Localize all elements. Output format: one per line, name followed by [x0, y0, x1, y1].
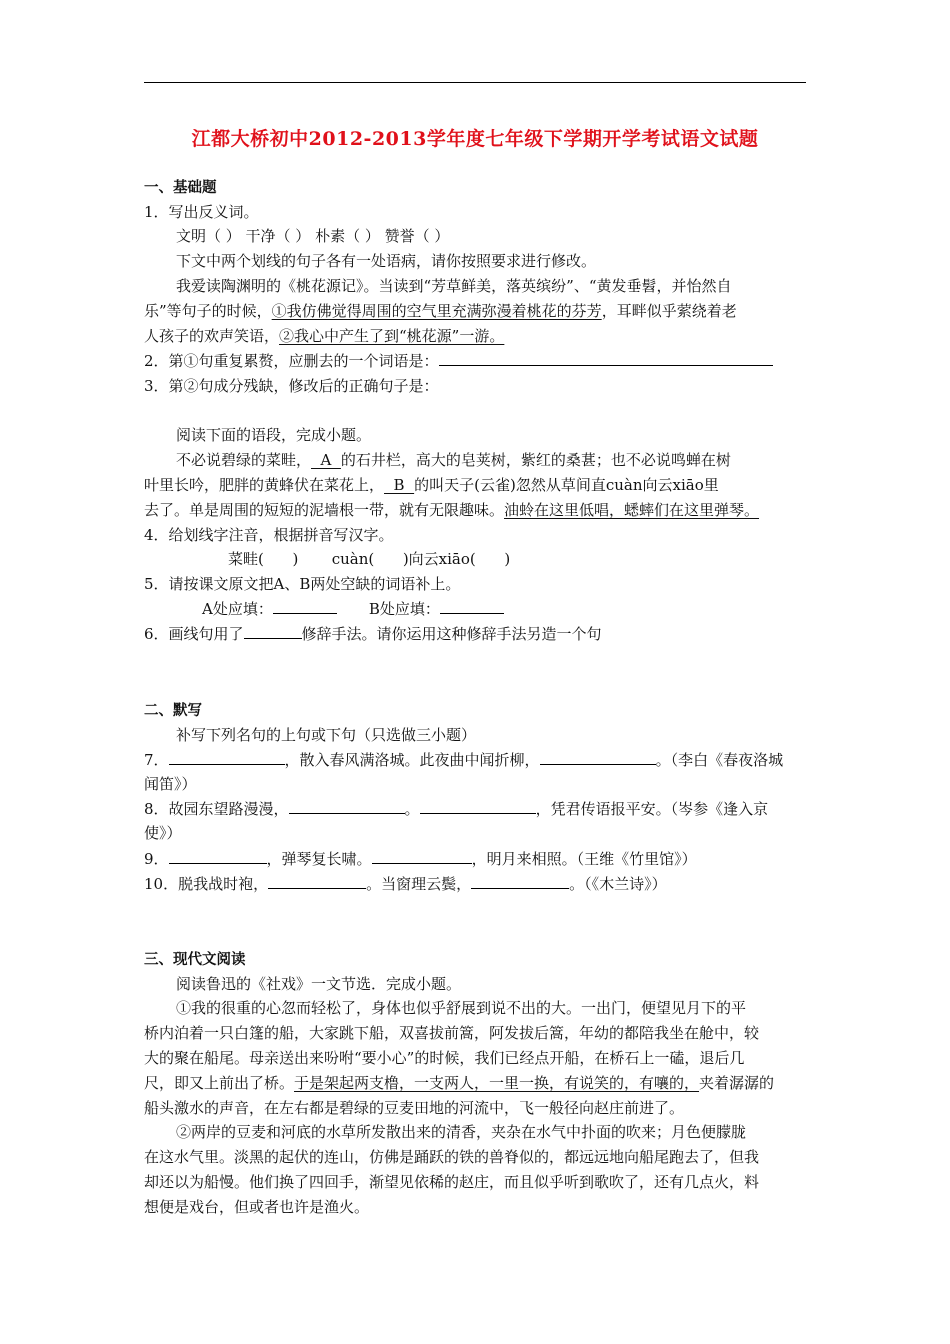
paragraph-line: ②两岸的豆麦和河底的水草所发散出来的清香，夹杂在水气中扑面的吹来；月色便朦胧: [176, 1123, 747, 1141]
question-4: 4．给划线字注音，根据拼音写汉字。: [144, 526, 394, 544]
answer-blank[interactable]: [169, 847, 267, 864]
underlined-sentence-2: ②我心中产生了到“桃花源”一游。: [279, 327, 505, 345]
blank-b: B: [384, 476, 415, 494]
antonym-items: 文明（ ） 干净（ ） 朴素（ ） 赞誉（ ）: [176, 227, 450, 245]
answer-blank-a[interactable]: [273, 597, 337, 614]
blank-a: A: [311, 451, 341, 469]
answer-blank[interactable]: [540, 748, 656, 765]
answer-blank[interactable]: [169, 748, 285, 765]
passage-line: 人孩子的欢声笑语，②我心中产生了到“桃花源”一游。: [144, 327, 505, 345]
question-3: 3．第②句成分残缺，修改后的正确句子是：: [144, 377, 439, 395]
question-7: 7． ，散入春风满洛城。此夜曲中闻折柳， 。（李白《春夜洛城: [144, 748, 783, 772]
question-8: 8．故园东望路漫漫， 。 ，凭君传语报平安。（岑参《逢入京: [144, 797, 768, 821]
answer-blank[interactable]: [268, 872, 366, 889]
page-title: 江都大桥初中2012-2013学年度七年级下学期开学考试语文试题: [191, 128, 759, 150]
reading-line: 叶里长吟，肥胖的黄蜂伏在菜花上， B 的叫天子(云雀)忽然从草间直cuàn向云xiāo里: [144, 476, 719, 494]
paragraph-line: 桥内泊着一只白篷的船，大家跳下船，双喜拔前篙，阿发拔后篙，年幼的都陪我坐在舱中，较: [144, 1024, 760, 1042]
question-7-cont: 闻笛》）: [144, 775, 197, 793]
underlined-sentence-1: ①我仿佛觉得周围的空气里充满弥漫着桃花的芬芳: [271, 302, 602, 320]
paragraph-line: 尺，即又上前出了桥。于是架起两支橹，一支两人，一里一换，有说笑的，有嚷的，夹着潺潺的: [144, 1074, 775, 1092]
passage-instruction: 下文中两个划线的句子各有一处语病，请你按照要求进行修改。: [176, 252, 597, 270]
reading-line: 不必说碧绿的菜畦， A 的石井栏，高大的皂荚树，紫红的桑葚；也不必说鸣蝉在树: [176, 451, 731, 469]
question-6: 6．画线句用了 修辞手法。请你运用这种修辞手法另造一个句: [144, 622, 602, 646]
question-5: 5．请按课文原文把A、B两处空缺的词语补上。: [144, 575, 461, 593]
passage-line: 乐”等句子的时候，①我仿佛觉得周围的空气里充满弥漫着桃花的芬芳，耳畔似乎萦绕着老: [144, 302, 737, 320]
answer-blank[interactable]: [439, 349, 773, 366]
reading-instruction: 阅读下面的语段，完成小题。: [176, 426, 372, 444]
question-2: 2．第①句重复累赘，应删去的一个词语是：: [144, 349, 773, 373]
answer-blank[interactable]: [289, 797, 405, 814]
paragraph-line: 却还以为船慢。他们换了四回手，渐望见依稀的赵庄，而且似乎听到歌吹了，还有几点火，料: [144, 1173, 760, 1191]
paragraph-line: ①我的很重的心忽而轻松了，身体也似乎舒展到说不出的大。一出门，便望见月下的平: [176, 999, 747, 1017]
reading-instruction: 阅读鲁迅的《社戏》一文节选．完成小题。: [176, 975, 462, 993]
paragraph-line: 船头激水的声音，在左右都是碧绿的豆麦田地的河流中，飞一般径向赵庄前进了。: [144, 1099, 685, 1117]
dictation-instruction: 补写下列名句的上句或下句（只选做三小题）: [176, 726, 477, 744]
paragraph-line: 想便是戏台，但或者也许是渔火。: [144, 1198, 370, 1216]
reading-line: 去了。单是周围的短短的泥墙根一带，就有无限趣味。油蛉在这里低唱，蟋蟀们在这里弹琴。: [144, 501, 760, 519]
paragraph-line: 在这水气里。淡黑的起伏的连山，仿佛是踊跃的铁的兽脊似的，都远远地向船尾跑去了，但我: [144, 1148, 760, 1166]
answer-blank[interactable]: [244, 622, 302, 639]
section-heading-dictation: 二、默写: [144, 703, 202, 719]
question-1: 1．写出反义词。: [144, 203, 259, 221]
answer-blank-b[interactable]: [440, 597, 504, 614]
question-4-items: 菜畦( ) cuàn( )向云xiāo( ): [228, 550, 511, 568]
answer-blank[interactable]: [372, 847, 472, 864]
question-5-answers: A处应填： B处应填：: [202, 597, 504, 621]
question-8-cont: 使》）: [144, 824, 182, 842]
underlined-sentence: 油蛉在这里低唱，蟋蟀们在这里弹琴。: [504, 501, 760, 519]
section-heading-basics: 一、基础题: [144, 180, 217, 196]
question-9: 9． ，弹琴复长啸。 ，明月来相照。（王维《竹里馆》）: [144, 847, 697, 871]
underlined-sentence: 于是架起两支橹，一支两人，一里一换，有说笑的，有嚷的，: [294, 1074, 700, 1092]
paragraph-line: 大的聚在船尾。母亲送出来吩咐“要小心”的时候，我们已经点开船，在桥石上一磕，退后几: [144, 1049, 745, 1067]
passage-line: 我爱读陶渊明的《桃花源记》。当读到“芳草鲜美，落英缤纷”、“黄发垂髫，并怡然自: [176, 277, 732, 295]
question-10: 10．脱我战时袍， 。当窗理云鬓， 。（《木兰诗》）: [144, 872, 667, 896]
answer-blank[interactable]: [420, 797, 536, 814]
answer-blank[interactable]: [471, 872, 569, 889]
top-rule: [144, 82, 806, 83]
section-heading-reading: 三、现代文阅读: [144, 952, 246, 968]
